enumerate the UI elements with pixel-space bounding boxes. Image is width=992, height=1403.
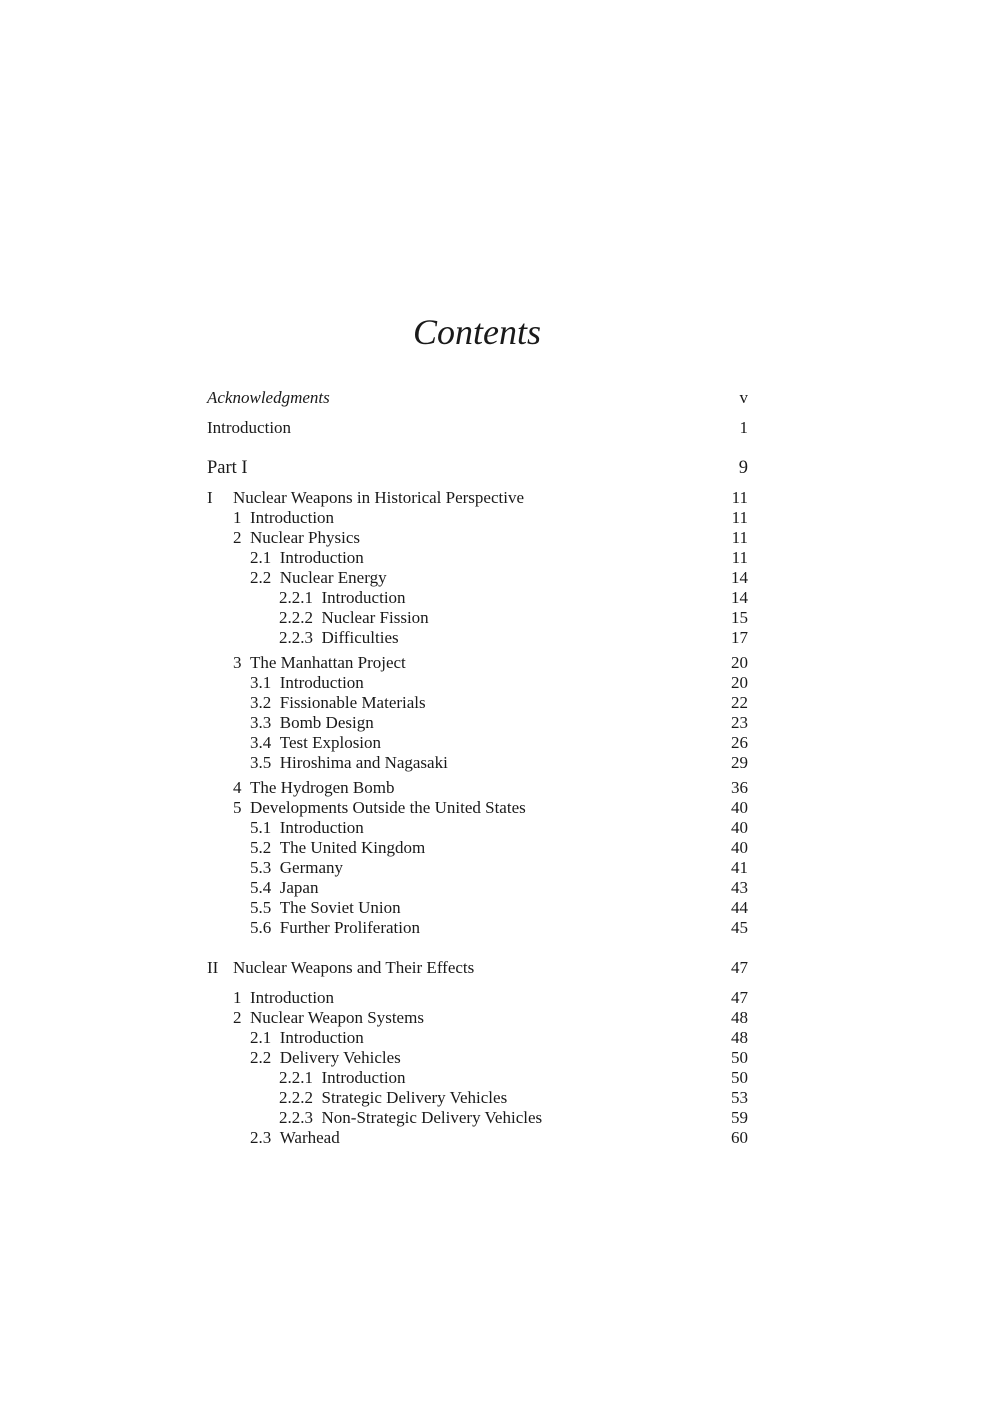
- toc-chapter-number: II: [207, 958, 219, 977]
- toc-entry-title: Hiroshima and Nagasaki: [279, 753, 448, 772]
- toc-entry-title: Strategic Delivery Vehicles: [321, 1088, 508, 1107]
- toc-subsection[interactable]: [207, 692, 748, 714]
- toc-subsection[interactable]: [207, 547, 748, 569]
- toc-page-number: 29: [731, 753, 748, 772]
- toc-part-heading[interactable]: [207, 457, 748, 479]
- toc-page-number: 15: [731, 608, 748, 627]
- toc-section[interactable]: [207, 987, 748, 1009]
- toc-page-number: 50: [731, 1048, 748, 1067]
- toc-page-number: 60: [731, 1128, 748, 1147]
- toc-entry-number: 3.5: [250, 753, 272, 772]
- toc-entry-number: 5.4: [250, 878, 272, 897]
- toc-page-number: 41: [731, 858, 748, 877]
- toc-entry-number: 3: [233, 653, 242, 672]
- toc-entry-title: The United Kingdom: [279, 838, 426, 857]
- toc-page-number: 1: [739, 418, 748, 437]
- toc-subsection[interactable]: [207, 857, 748, 879]
- toc-page-number: 53: [731, 1088, 748, 1107]
- toc-page-number: 9: [738, 458, 748, 478]
- toc-page-number: 48: [731, 1028, 748, 1047]
- toc-entry-number: 1: [233, 508, 242, 527]
- toc-subsubsection[interactable]: [207, 1067, 748, 1089]
- toc-page-number: 36: [731, 778, 748, 797]
- table-of-contents: [207, 0, 748, 1403]
- toc-entry-title: Introduction: [250, 508, 335, 527]
- toc-section[interactable]: [207, 507, 748, 529]
- toc-page-number: 26: [731, 733, 748, 752]
- toc-subsection[interactable]: [207, 897, 748, 919]
- toc-entry-number: 2.2.3: [279, 1108, 313, 1127]
- toc-entry-number: 2.2: [250, 568, 272, 587]
- toc-page-number: 50: [731, 1068, 748, 1087]
- toc-entry-title: Difficulties: [321, 628, 399, 647]
- toc-entry-number: 5.6: [250, 918, 272, 937]
- toc-part-title: Part I: [207, 458, 248, 478]
- toc-page-number: 11: [731, 488, 748, 507]
- toc-entry-number: 2.2.1: [279, 588, 313, 607]
- toc-entry-number: 4: [233, 778, 242, 797]
- toc-section[interactable]: [207, 1007, 748, 1029]
- toc-entry-title: Introduction: [279, 818, 364, 837]
- toc-subsection[interactable]: [207, 1127, 748, 1149]
- toc-entry-title: The Hydrogen Bomb: [250, 778, 395, 797]
- toc-page-number: 14: [731, 588, 748, 607]
- toc-subsection[interactable]: [207, 712, 748, 734]
- toc-page-number: 11: [731, 548, 748, 567]
- toc-chapter-title: Nuclear Weapons and Their Effects: [233, 958, 475, 977]
- toc-page-number: 17: [731, 628, 748, 647]
- toc-subsection[interactable]: [207, 1047, 748, 1069]
- toc-subsection[interactable]: [207, 817, 748, 839]
- toc-page-number: 23: [731, 713, 748, 732]
- toc-entry-number: 1: [233, 988, 242, 1007]
- toc-entry-number: 3.2: [250, 693, 272, 712]
- toc-entry-title: Delivery Vehicles: [279, 1048, 401, 1067]
- toc-subsection[interactable]: [207, 752, 748, 774]
- toc-chapter-title: Nuclear Weapons in Historical Perspective: [233, 488, 525, 507]
- toc-entry-title: Introduction: [321, 588, 406, 607]
- page-title: Contents: [412, 312, 541, 352]
- toc-section[interactable]: [207, 797, 748, 819]
- toc-entry-number: 2.2.2: [279, 1088, 313, 1107]
- toc-subsubsection[interactable]: [207, 587, 748, 609]
- toc-entry-title: Introduction: [279, 548, 364, 567]
- toc-page-number: v: [739, 388, 748, 407]
- toc-entry-title: Introduction: [321, 1068, 406, 1087]
- toc-subsection[interactable]: [207, 567, 748, 589]
- toc-page-number: 47: [731, 958, 748, 977]
- toc-entry-number: 3.3: [250, 713, 272, 732]
- toc-entry-number: 2.2.1: [279, 1068, 313, 1087]
- toc-subsubsection[interactable]: [207, 1087, 748, 1109]
- toc-entry-title: Nuclear Fission: [321, 608, 429, 627]
- toc-entry-title: Nuclear Weapon Systems: [250, 1008, 424, 1027]
- toc-page-number: 20: [731, 653, 748, 672]
- toc-section[interactable]: [207, 652, 748, 674]
- toc-entry-number: 2: [233, 1008, 242, 1027]
- toc-entry-title: The Manhattan Project: [250, 653, 406, 672]
- toc-entry-number: 3.1: [250, 673, 272, 692]
- toc-entry-title: Non-Strategic Delivery Vehicles: [321, 1108, 543, 1127]
- toc-entry-title: Test Explosion: [279, 733, 382, 752]
- toc-subsection[interactable]: [207, 837, 748, 859]
- toc-entry-number: 5.3: [250, 858, 272, 877]
- toc-page-number: 40: [731, 818, 748, 837]
- toc-page-number: 43: [731, 878, 748, 897]
- toc-page-number: 40: [731, 838, 748, 857]
- toc-entry-number: 2.2: [250, 1048, 272, 1067]
- toc-entry-title: Introduction: [279, 673, 364, 692]
- toc-entry-title: Developments Outside the United States: [250, 798, 526, 817]
- toc-entry-title: Fissionable Materials: [279, 693, 426, 712]
- toc-entry-title: Acknowledgments: [207, 388, 330, 407]
- toc-entry-title: Introduction: [279, 1028, 364, 1047]
- toc-subsection[interactable]: [207, 732, 748, 754]
- toc-entry-acknowledgments[interactable]: [207, 387, 748, 409]
- toc-page-number: 40: [731, 798, 748, 817]
- toc-page-number: 45: [731, 918, 748, 937]
- toc-page-number: 20: [731, 673, 748, 692]
- toc-page-number: 48: [731, 1008, 748, 1027]
- toc-chapter-number: I: [207, 488, 213, 507]
- toc-chapter[interactable]: [207, 957, 748, 979]
- toc-subsection[interactable]: [207, 917, 748, 939]
- toc-subsubsection[interactable]: [207, 607, 748, 629]
- toc-entry-title: Introduction: [207, 418, 292, 437]
- toc-entry-title: Bomb Design: [279, 713, 374, 732]
- toc-chapter[interactable]: [207, 487, 748, 509]
- toc-subsection[interactable]: [207, 1027, 748, 1049]
- toc-entry-number: 2.3: [250, 1128, 272, 1147]
- toc-entry-title: Nuclear Physics: [250, 528, 361, 547]
- toc-entry-number: 5.5: [250, 898, 272, 917]
- toc-subsubsection[interactable]: [207, 627, 748, 649]
- toc-subsection[interactable]: [207, 672, 748, 694]
- toc-entry-number: 2.2.3: [279, 628, 313, 647]
- toc-page-number: 44: [731, 898, 748, 917]
- toc-page-number: 22: [731, 693, 748, 712]
- toc-entry-number: 2.1: [250, 548, 272, 567]
- toc-entry-number: 2.1: [250, 1028, 272, 1047]
- toc-page-number: 11: [731, 528, 748, 547]
- toc-page-number: 14: [731, 568, 748, 587]
- toc-entry-title: Further Proliferation: [279, 918, 420, 937]
- toc-entry-title: The Soviet Union: [279, 898, 401, 917]
- toc-entry-number: 5: [233, 798, 242, 817]
- toc-page-number: 59: [731, 1108, 748, 1127]
- toc-section[interactable]: [207, 777, 748, 799]
- toc-entry-title: Germany: [279, 858, 344, 877]
- toc-entry-title: Nuclear Energy: [279, 568, 387, 587]
- toc-entry-number: 2.2.2: [279, 608, 313, 627]
- toc-section[interactable]: [207, 527, 748, 549]
- toc-entry-number: 2: [233, 528, 242, 547]
- toc-entry-number: 5.1: [250, 818, 272, 837]
- toc-entry-introduction[interactable]: [207, 417, 748, 439]
- toc-entry-number: 5.2: [250, 838, 272, 857]
- toc-subsubsection[interactable]: [207, 1107, 748, 1129]
- toc-subsection[interactable]: [207, 877, 748, 899]
- toc-page-number: 47: [731, 988, 748, 1007]
- toc-page-number: 11: [731, 508, 748, 527]
- toc-entry-number: 3.4: [250, 733, 272, 752]
- toc-entry-title: Warhead: [279, 1128, 340, 1147]
- toc-entry-title: Introduction: [250, 988, 335, 1007]
- toc-entry-title: Japan: [279, 878, 319, 897]
